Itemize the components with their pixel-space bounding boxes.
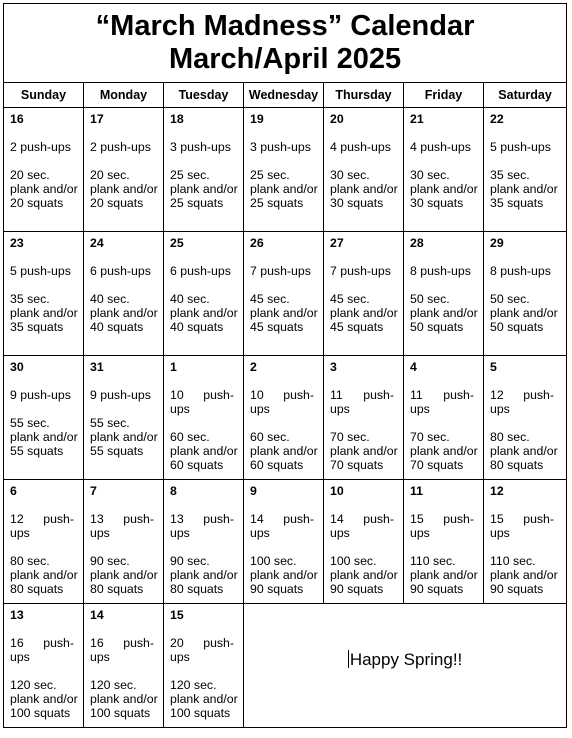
- day-pushups: 5 push-ups: [10, 264, 71, 278]
- day-pushups: 14 push-ups: [250, 512, 314, 540]
- day-cell: [484, 232, 567, 356]
- day-pushups: 3 push-ups: [250, 140, 311, 154]
- day-number: 18: [170, 112, 184, 126]
- day-cell: [164, 356, 244, 480]
- day-pushups: 4 push-ups: [330, 140, 391, 154]
- day-pushups: 9 push-ups: [10, 388, 71, 402]
- weekday-header: Sunday: [4, 83, 84, 108]
- day-pushups: 15 push-ups: [410, 512, 474, 540]
- day-number: 28: [410, 236, 424, 250]
- day-cell: [84, 356, 164, 480]
- day-plank-squats: 70 sec. plank and/or 70 squats: [410, 430, 478, 472]
- calendar-table: [3, 3, 567, 728]
- day-plank-squats: 50 sec. plank and/or 50 squats: [410, 292, 478, 334]
- day-number: 29: [490, 236, 504, 250]
- day-pushups: 6 push-ups: [170, 264, 231, 278]
- day-pushups: 10 push-ups: [250, 388, 314, 416]
- closing-message: Happy Spring!!: [349, 649, 463, 669]
- day-number: 11: [410, 484, 423, 498]
- day-number: 8: [170, 484, 177, 498]
- day-pushups: 14 push-ups: [330, 512, 394, 540]
- day-cell: [324, 480, 404, 604]
- day-pushups: 10 push-ups: [170, 388, 234, 416]
- day-cell: [404, 232, 484, 356]
- text-cursor: [348, 650, 349, 668]
- day-cell: [84, 480, 164, 604]
- day-cell: [164, 480, 244, 604]
- day-cell: [324, 108, 404, 232]
- day-number: 20: [330, 112, 344, 126]
- day-plank-squats: 70 sec. plank and/or 70 squats: [330, 430, 398, 472]
- weekday-header: Saturday: [484, 83, 567, 108]
- day-pushups: 4 push-ups: [410, 140, 471, 154]
- calendar-title: [4, 4, 567, 83]
- day-cell: [164, 604, 244, 728]
- day-number: 16: [10, 112, 24, 126]
- day-number: 15: [170, 608, 184, 622]
- day-cell: [4, 232, 84, 356]
- day-cell: [324, 232, 404, 356]
- day-plank-squats: 45 sec. plank and/or 45 squats: [330, 292, 398, 334]
- weekday-header: Thursday: [324, 83, 404, 108]
- day-number: 7: [90, 484, 97, 498]
- day-plank-squats: 30 sec. plank and/or 30 squats: [410, 168, 478, 210]
- day-plank-squats: 80 sec. plank and/or 80 squats: [490, 430, 558, 472]
- day-pushups: 16 push-ups: [10, 636, 74, 664]
- day-pushups: 6 push-ups: [90, 264, 151, 278]
- day-plank-squats: 25 sec. plank and/or 25 squats: [250, 168, 318, 210]
- day-pushups: 20 push-ups: [170, 636, 234, 664]
- day-number: 30: [10, 360, 24, 374]
- day-pushups: 2 push-ups: [10, 140, 71, 154]
- day-plank-squats: 110 sec. plank and/or 90 squats: [490, 554, 558, 596]
- day-number: 1: [170, 360, 177, 374]
- day-cell: [4, 108, 84, 232]
- day-number: 14: [90, 608, 104, 622]
- day-pushups: 11 push-ups: [330, 388, 394, 416]
- day-pushups: 5 push-ups: [490, 140, 551, 154]
- day-plank-squats: 120 sec. plank and/or 100 squats: [170, 678, 238, 720]
- weekday-header-row: [4, 83, 567, 108]
- closing-message-cell: [244, 604, 567, 728]
- weekday-header: Tuesday: [164, 83, 244, 108]
- day-plank-squats: 30 sec. plank and/or 30 squats: [330, 168, 398, 210]
- week-row: [4, 232, 567, 356]
- calendar-weeks: [4, 108, 567, 728]
- day-cell: [244, 480, 324, 604]
- day-cell: [4, 604, 84, 728]
- day-number: 31: [90, 360, 104, 374]
- day-number: 5: [490, 360, 497, 374]
- calendar-page: [3, 3, 566, 728]
- day-pushups: 12 push-ups: [490, 388, 554, 416]
- day-plank-squats: 100 sec. plank and/or 90 squats: [250, 554, 318, 596]
- weekday-header: Friday: [404, 83, 484, 108]
- day-pushups: 13 push-ups: [170, 512, 234, 540]
- day-number: 6: [10, 484, 17, 498]
- day-plank-squats: 120 sec. plank and/or 100 squats: [10, 678, 78, 720]
- day-number: 10: [330, 484, 344, 498]
- day-plank-squats: 55 sec. plank and/or 55 squats: [90, 416, 158, 458]
- day-cell: [4, 480, 84, 604]
- day-plank-squats: 35 sec. plank and/or 35 squats: [10, 292, 78, 334]
- day-cell: [404, 480, 484, 604]
- day-cell: [244, 356, 324, 480]
- day-plank-squats: 25 sec. plank and/or 25 squats: [170, 168, 238, 210]
- day-number: 25: [170, 236, 184, 250]
- day-cell: [484, 108, 567, 232]
- day-number: 17: [90, 112, 104, 126]
- day-plank-squats: 60 sec. plank and/or 60 squats: [170, 430, 238, 472]
- day-cell: [244, 108, 324, 232]
- day-cell: [84, 108, 164, 232]
- day-pushups: 9 push-ups: [90, 388, 151, 402]
- day-number: 22: [490, 112, 504, 126]
- day-cell: [404, 108, 484, 232]
- day-plank-squats: 90 sec. plank and/or 80 squats: [90, 554, 158, 596]
- day-plank-squats: 35 sec. plank and/or 35 squats: [490, 168, 558, 210]
- day-plank-squats: 120 sec. plank and/or 100 squats: [90, 678, 158, 720]
- day-pushups: 3 push-ups: [170, 140, 231, 154]
- day-number: 24: [90, 236, 104, 250]
- day-plank-squats: 100 sec. plank and/or 90 squats: [330, 554, 398, 596]
- day-cell: [484, 480, 567, 604]
- day-cell: [4, 356, 84, 480]
- day-number: 2: [250, 360, 257, 374]
- day-plank-squats: 110 sec. plank and/or 90 squats: [410, 554, 478, 596]
- day-cell: [484, 356, 567, 480]
- day-plank-squats: 55 sec. plank and/or 55 squats: [10, 416, 78, 458]
- day-plank-squats: 50 sec. plank and/or 50 squats: [490, 292, 558, 334]
- day-plank-squats: 45 sec. plank and/or 45 squats: [250, 292, 318, 334]
- day-number: 9: [250, 484, 257, 498]
- day-pushups: 13 push-ups: [90, 512, 154, 540]
- week-row: [4, 604, 567, 728]
- week-row: [4, 480, 567, 604]
- day-cell: [164, 232, 244, 356]
- day-pushups: 7 push-ups: [330, 264, 391, 278]
- day-cell: [84, 232, 164, 356]
- day-pushups: 16 push-ups: [90, 636, 154, 664]
- day-number: 13: [10, 608, 24, 622]
- week-row: [4, 108, 567, 232]
- day-plank-squats: 20 sec. plank and/or 20 squats: [10, 168, 78, 210]
- day-number: 27: [330, 236, 344, 250]
- title-line-2: March/April 2025: [168, 43, 402, 75]
- day-pushups: 7 push-ups: [250, 264, 311, 278]
- day-cell: [244, 232, 324, 356]
- day-number: 4: [410, 360, 417, 374]
- day-pushups: 12 push-ups: [10, 512, 74, 540]
- day-cell: [324, 356, 404, 480]
- day-number: 19: [250, 112, 264, 126]
- day-plank-squats: 20 sec. plank and/or 20 squats: [90, 168, 158, 210]
- day-cell: [404, 356, 484, 480]
- day-number: 21: [410, 112, 424, 126]
- day-plank-squats: 80 sec. plank and/or 80 squats: [10, 554, 78, 596]
- day-pushups: 8 push-ups: [490, 264, 551, 278]
- weekday-header: Monday: [84, 83, 164, 108]
- day-pushups: 11 push-ups: [410, 388, 474, 416]
- weekday-header: Wednesday: [244, 83, 324, 108]
- day-plank-squats: 40 sec. plank and/or 40 squats: [170, 292, 238, 334]
- day-plank-squats: 60 sec. plank and/or 60 squats: [250, 430, 318, 472]
- day-number: 26: [250, 236, 264, 250]
- title-line-1: “March Madness” Calendar: [95, 10, 475, 42]
- day-number: 23: [10, 236, 24, 250]
- day-number: 12: [490, 484, 504, 498]
- day-cell: [164, 108, 244, 232]
- day-plank-squats: 40 sec. plank and/or 40 squats: [90, 292, 158, 334]
- day-plank-squats: 90 sec. plank and/or 80 squats: [170, 554, 238, 596]
- day-number: 3: [330, 360, 337, 374]
- day-pushups: 8 push-ups: [410, 264, 471, 278]
- day-pushups: 15 push-ups: [490, 512, 554, 540]
- week-row: [4, 356, 567, 480]
- day-cell: [84, 604, 164, 728]
- day-pushups: 2 push-ups: [90, 140, 151, 154]
